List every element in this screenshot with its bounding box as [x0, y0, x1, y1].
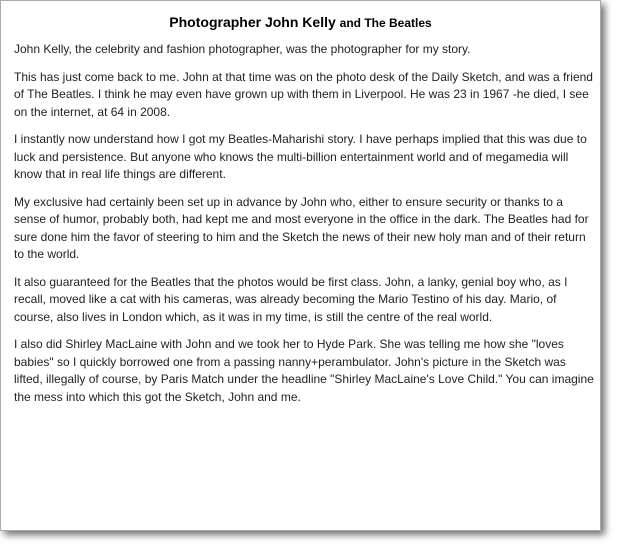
paragraph-1: John Kelly, the celebrity and fashion photographer, was the photographer for my story. — [14, 42, 471, 56]
article-title — [1, 13, 600, 32]
paragraph-6: I also did Shirley MacLaine with John and we took her to Hyde Park. She was telling me how she "loves babies" so I quickly borrowed one from a passing nanny+perambulator. John's picture in the Sketch was lifted, illegally of course, by Paris Match under the headline "Shirley MacLaine's Love Child." You can imagine the mess into which this got the Sketch, John and me. — [14, 337, 594, 404]
title-suffix: and The Beatles — [339, 16, 432, 30]
title-main: Photographer John Kelly — [169, 14, 336, 30]
article-body — [14, 41, 594, 406]
paragraph-2: This has just come back to me. John at that time was on the photo desk of the Daily Sketch, and was a friend of The Beatles. I think he may even have grown up with them in Liverpool. He was 23 in 1967 -he died, I see on the internet, at 64 in 2008. — [14, 69, 593, 119]
paragraph-5: It also guaranteed for the Beatles that the photos would be first class. John, a lanky, genial boy who, as I recall, moved like a cat with his cameras, was already becoming the Mario Testino of his day. Mario, of course, also lives in London which, as it was in my time, is still the centre of the real world. — [14, 274, 568, 324]
paragraph-3: I instantly now understand how I got my Beatles-Maharishi story. I have perhaps implied that this was due to luck and persistence. But anyone who knows the multi-billion entertainment world and of megamedia will know that in real life things are different. — [14, 132, 587, 181]
paragraph-4: My exclusive had certainly been set up in advance by John who, either to ensure security or thanks to a sense of humor, probably both, had kept me and most everyone in the office in the dark. The Beatles had for sure done him the favor of steering to him and the Sketch the news of their new holy man and of their return to the world. — [14, 194, 589, 261]
